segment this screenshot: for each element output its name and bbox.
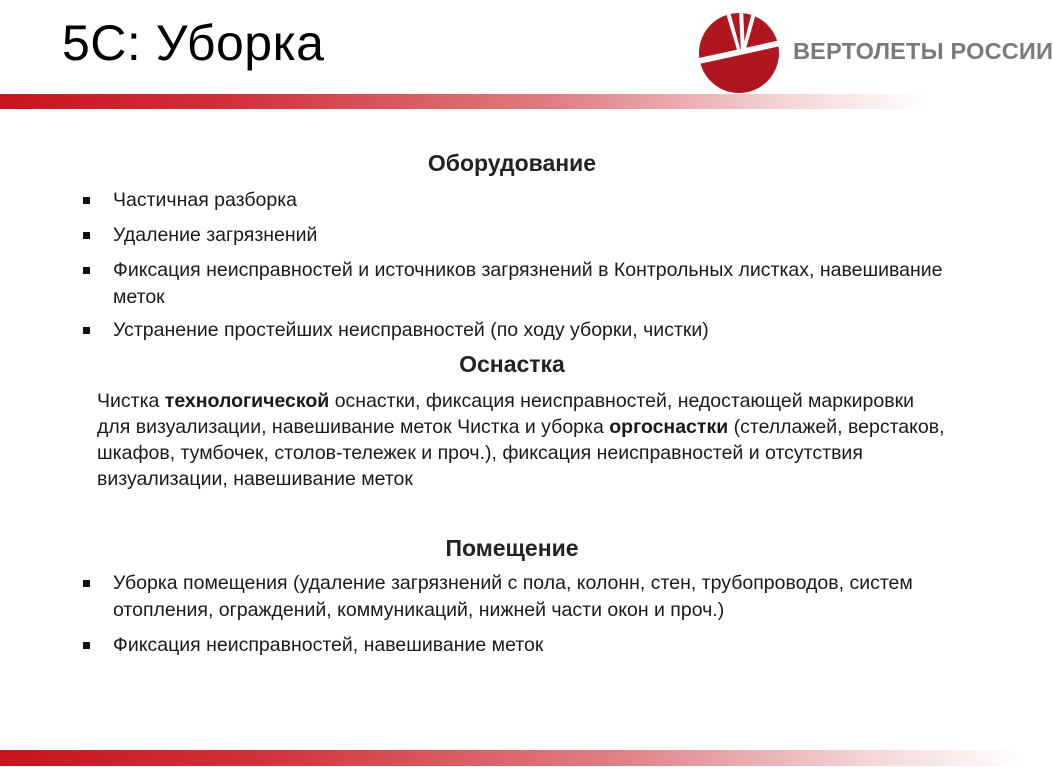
helicopter-rotor-logo-icon xyxy=(695,8,785,96)
section-heading-premises: Помещение xyxy=(445,535,579,561)
section-heading-tooling: Оснастка xyxy=(459,351,565,377)
slide-title: 5С: Уборка xyxy=(62,15,325,71)
bullet-square-icon xyxy=(83,642,90,649)
bullet-square-icon xyxy=(83,580,90,587)
list-item: Частичная разборка xyxy=(0,187,963,214)
list-item: Фиксация неисправностей и источников загрязнений в Контрольных листках, навешивание меток xyxy=(0,257,963,311)
bottom-decorative-band xyxy=(0,750,1024,766)
bullet-square-icon xyxy=(83,232,90,239)
list-item: Уборка помещения (удаление загрязнений с пола, колонн, стен, трубопроводов, систем отопления, ограждений, коммуникаций, нижней части окон и проч.) xyxy=(0,570,953,624)
bullet-square-icon xyxy=(83,327,90,334)
list-item: Удаление загрязнений xyxy=(0,222,963,249)
section-heading-equipment: Оборудование xyxy=(427,150,597,176)
bullet-square-icon xyxy=(83,267,90,274)
equipment-list xyxy=(0,187,963,352)
logo-text: ВЕРТОЛЕТЫ РОССИИ xyxy=(793,38,1053,64)
tooling-paragraph: Чистка технологической оснастки, фиксация неисправностей, недостающей маркировки для визуализации, навешивание меток Чистка и уборка оргоснастки (стеллажей, верстаков, шкафов, тумбочек, столов-тележек и проч.), фиксация неисправностей и отсутствия визуализации, навешивание меток xyxy=(97,390,945,490)
company-logo xyxy=(695,8,1053,96)
top-decorative-band xyxy=(0,94,930,109)
premises-list xyxy=(0,570,963,667)
list-item: Фиксация неисправностей, навешивание меток xyxy=(0,632,963,659)
bullet-square-icon xyxy=(83,197,90,204)
list-item: Устранение простейших неисправностей (по ходу уборки, чистки) xyxy=(0,317,963,344)
